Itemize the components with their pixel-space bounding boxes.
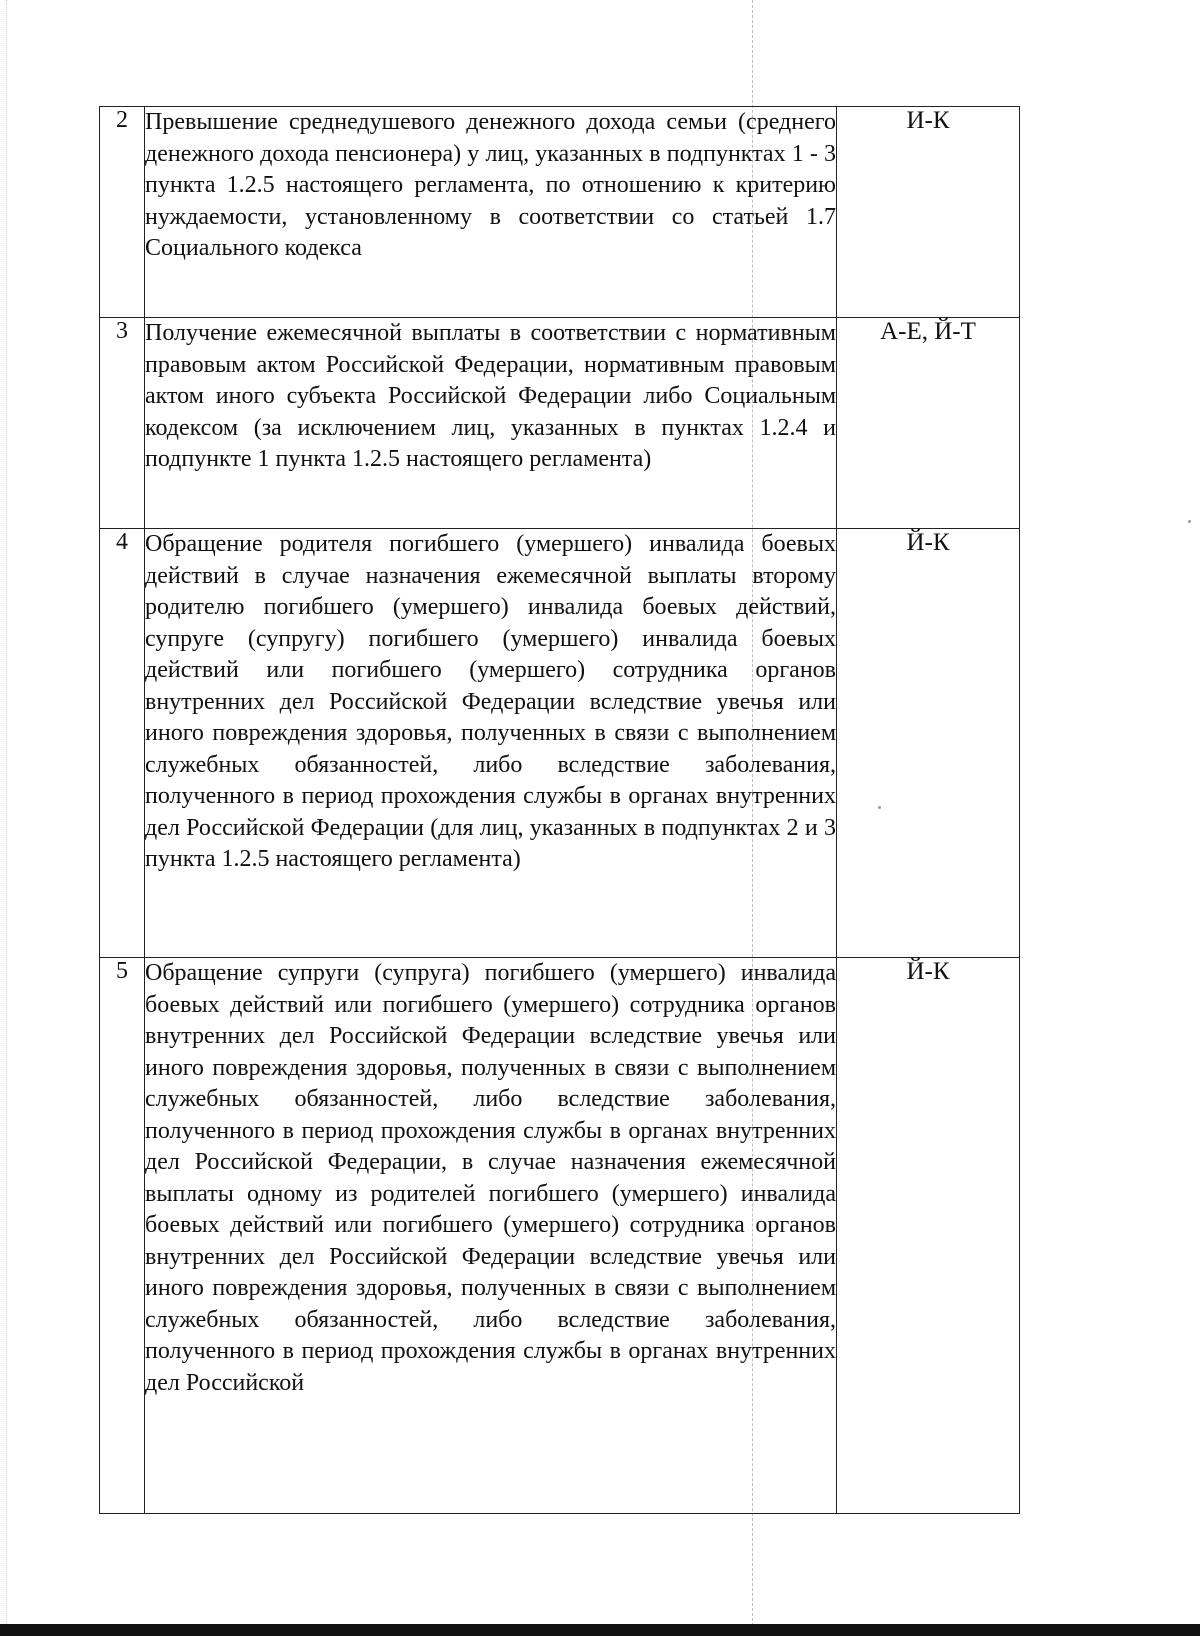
scan-speck <box>1188 520 1191 523</box>
row-number: 4 <box>100 529 145 958</box>
grounds-table <box>99 106 1020 1514</box>
row-letter-range: А-Е, Й-Т <box>837 318 1020 529</box>
row-number: 2 <box>100 107 145 318</box>
row-reason-text: Обращение родителя погибшего (умершего) инвалида боевых действий в случае назначения ежемесячной выплаты второму родителю погибшего (умершего) инвалида боевых действий, супруге (супругу) погибшего (умершего) инвалида боевых действий или погибшего (умершего) сотрудника органов внутренних дел Российской Федерации вследствие увечья или иного повреждения здоровья, полученных в связи с выполнением служебных обязанностей, либо вследствие заболевания, полученного в период прохождения службы в органах внутренних дел Российской Федерации (для лиц, указанных в подпунктах 2 и 3 пункта 1.2.5 настоящего регламента) <box>145 529 837 958</box>
row-reason-text: Получение ежемесячной выплаты в соответствии с нормативным правовым актом Российской Федерации, нормативным правовым актом иного субъекта Российской Федерации либо Социальным кодексом (за исключением лиц, указанных в пунктах 1.2.4 и подпункте 1 пункта 1.2.5 настоящего регламента) <box>145 318 837 529</box>
scan-speck <box>878 806 881 809</box>
row-reason-text: Обращение супруги (супруга) погибшего (умершего) инвалида боевых действий или погибшего (умершего) сотрудника органов внутренних дел Российской Федерации вследствие увечья или иного повреждения здоровья, полученных в связи с выполнением служебных обязанностей, либо вследствие заболевания, полученного в период прохождения службы в органах внутренних дел Российской Федерации, в случае назначения ежемесячной выплаты одному из родителей погибшего (умершего) инвалида боевых действий или погибшего (умершего) сотрудника органов внутренних дел Российской Федерации вследствие увечья или иного повреждения здоровья, полученных в связи с выполнением служебных обязанностей, либо вследствие заболевания, полученного в период прохождения службы в органах внутренних дел Российской <box>145 958 837 1514</box>
scan-edge-line <box>6 0 7 1636</box>
table-row <box>100 529 1020 958</box>
row-letter-range: И-К <box>837 107 1020 318</box>
row-number: 3 <box>100 318 145 529</box>
table-row <box>100 958 1020 1514</box>
table-row <box>100 318 1020 529</box>
scan-bottom-border <box>0 1624 1200 1636</box>
row-number: 5 <box>100 958 145 1514</box>
row-letter-range: Й-К <box>837 529 1020 958</box>
row-letter-range: Й-К <box>837 958 1020 1514</box>
row-reason-text: Превышение среднедушевого денежного дохода семьи (среднего денежного дохода пенсионера) у лиц, указанных в подпунктах 1 - 3 пункта 1.2.5 настоящего регламента, по отношению к критерию нуждаемости, установленному в соответствии со статьей 1.7 Социального кодекса <box>145 107 837 318</box>
table-row <box>100 107 1020 318</box>
